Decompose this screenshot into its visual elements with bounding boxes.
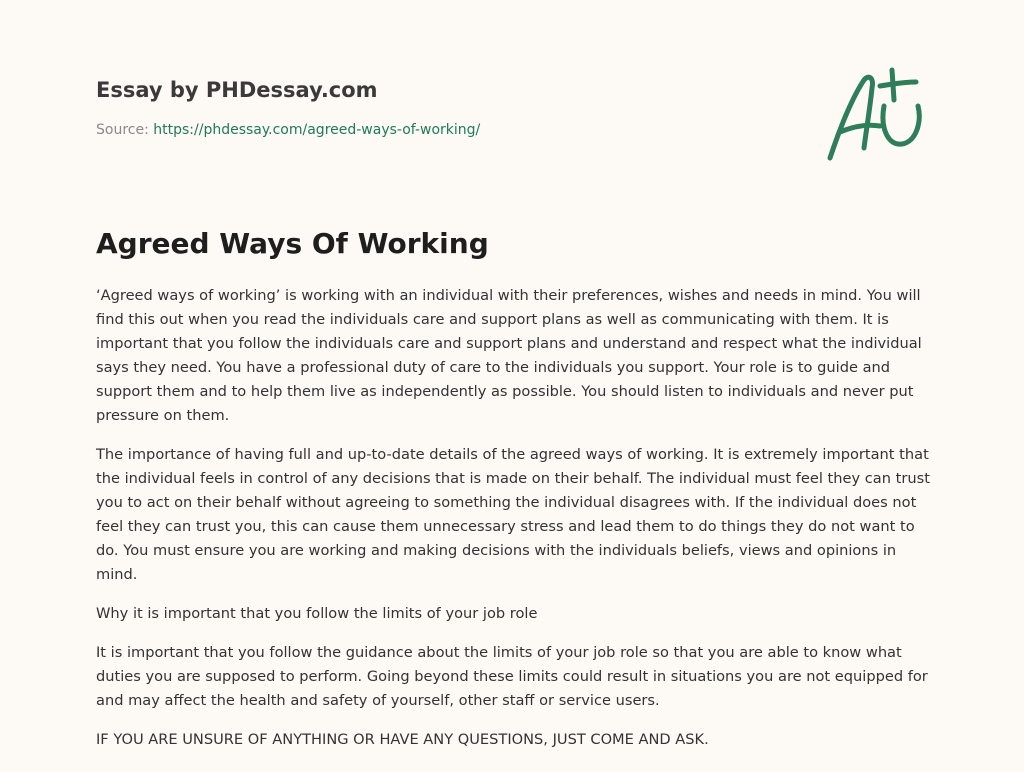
paragraph: IF YOU ARE UNSURE OF ANYTHING OR HAVE ANY QUESTIONS, JUST COME AND ASK. bbox=[96, 731, 709, 748]
paragraph: It is important that you follow the guidance about the limits of your job role so that you are able to know what duties you are supposed to perform. Going beyond these limits could result in situations you are not equipped for and may affect the health and safety of yourself, other staff or service users. bbox=[96, 644, 928, 709]
site-title: Essay by PHDessay.com bbox=[96, 78, 378, 102]
article-title: Agreed Ways Of Working bbox=[96, 227, 489, 260]
source-link[interactable]: https://phdessay.com/agreed-ways-of-working/ bbox=[153, 122, 481, 138]
header bbox=[96, 76, 796, 140]
paragraph: Why it is important that you follow the limits of your job role bbox=[96, 605, 538, 622]
source-label: Source: bbox=[96, 122, 149, 138]
source-line bbox=[96, 120, 796, 140]
paragraph: ‘Agreed ways of working’ is working with an individual with their preferences, wishes and needs in mind. You will find this out when you read the individuals care and support plans as well as communicating with them. It is important that you follow the individuals care and support plans and understand and respect what the individual says they need. You have a professional duty of care to the individuals you support. Your role is to guide and support them and to help them live as independently as possible. You should listen to individuals and never put pressure on them. bbox=[96, 287, 922, 424]
a-plus-logo-icon bbox=[822, 66, 932, 166]
paragraph: The importance of having full and up-to-date details of the agreed ways of working. It is extremely important that the individual feels in control of any decisions that is made on their behalf. The individual must feel they can trust you to act on their behalf without agreeing to something the individual disagrees with. If the individual does not feel they can trust you, this can cause them unnecessary stress and lead them to do things they do not want to do. You must ensure you are working and making decisions with the individuals beliefs, views and opinions in mind. bbox=[96, 446, 930, 583]
article bbox=[96, 226, 936, 767]
